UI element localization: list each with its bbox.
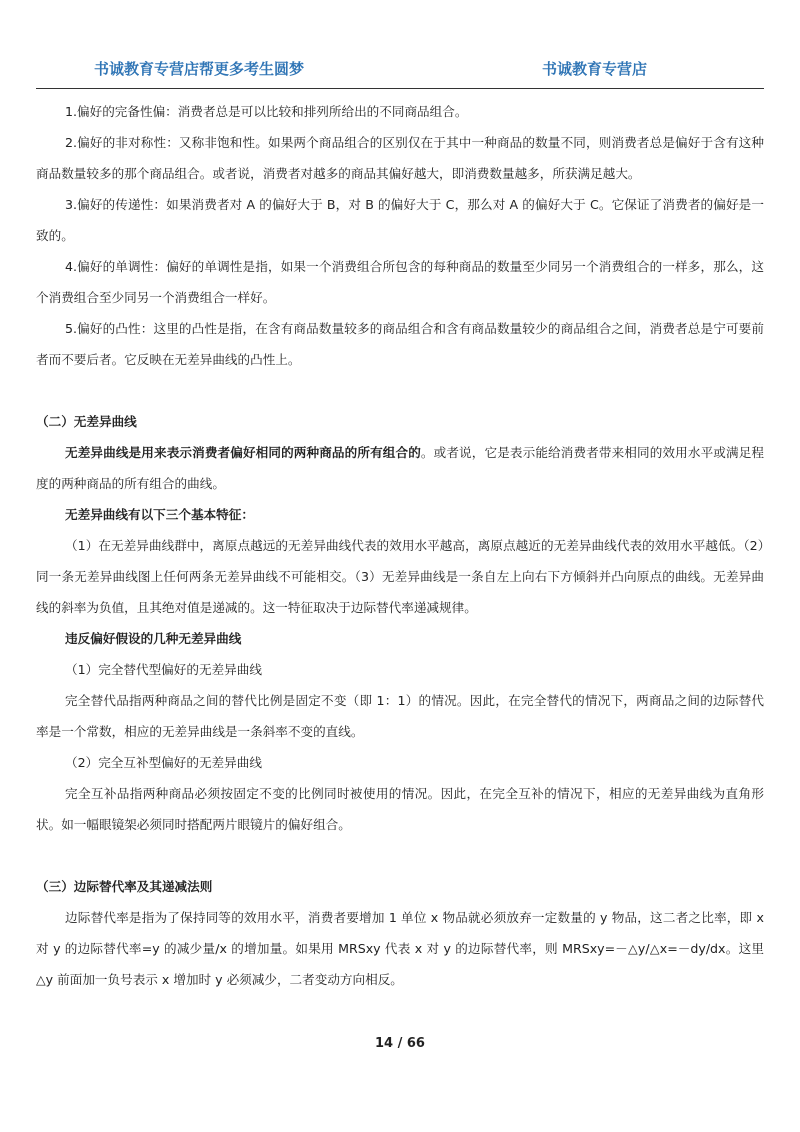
- paragraph-perfect-complements: 完全互补品指两种商品必须按固定不变的比例同时被使用的情况。因此，在完全互补的情况下，相应的无差异曲线为直角形状。如一幅眼镜架必须同时搭配两片眼镜片的偏好组合。: [36, 786, 764, 832]
- paragraph-indifference-definition: [36, 437, 764, 499]
- subheading-perfect-substitutes: （1）完全替代型偏好的无差异曲线: [65, 662, 262, 677]
- paragraph-nonsatiation: 2.偏好的非对称性：又称非饱和性。如果两个商品组合的区别仅在于其中一种商品的数量不同，则消费者总是偏好于含有这种商品数量较多的那个商品组合。或者说，消费者对越多的商品其偏好越大，即消费数量越多，所获满足越大。: [36, 135, 764, 181]
- page-body: [36, 96, 764, 995]
- header-left-title: 书诚教育专营店帮更多考生圆梦: [94, 60, 305, 78]
- three-features-text: 无差异曲线有以下三个基本特征：: [65, 507, 254, 522]
- definition-rest-text: 。或者说，它是表示能给消费者带来相同的效用水平或满足程度的两种商品的所有组合的曲线。: [36, 445, 765, 491]
- subheading-violating-preferences: [36, 623, 764, 654]
- paragraph-mrs-definition: 边际替代率是指为了保持同等的效用水平，消费者要增加 1 单位 x 物品就必须放弃一定数量的 y 物品，这二者之比率，即 x 对 y 的边际替代率=y 的减少量/x 的增加量。如果用 MRSxy 代表 x 对 y 的边际替代率，则 MRSxy=－△y/△x=－dy/dx。这里△y 前面加一负号表示 x 增加时 y 必须减少，二者变动方向相反。: [36, 910, 764, 987]
- definition-bold-text: 无差异曲线是用来表示消费者偏好相同的两种商品的所有组合的: [65, 445, 421, 460]
- page-number: 14 / 66: [375, 1036, 425, 1051]
- section-heading-indifference-curve: （二）无差异曲线: [36, 414, 137, 429]
- paragraph-transitivity: 3.偏好的传递性：如果消费者对 A 的偏好大于 B，对 B 的偏好大于 C，那么对 A 的偏好大于 C。它保证了消费者的偏好是一致的。: [36, 197, 764, 243]
- paragraph-convexity: 5.偏好的凸性：这里的凸性是指，在含有商品数量较多的商品组合和含有商品数量较少的商品组合之间，消费者总是宁可要前者而不要后者。它反映在无差异曲线的凸性上。: [36, 321, 764, 367]
- subheading-three-features: [36, 499, 764, 530]
- paragraph-monotonicity: 4.偏好的单调性：偏好的单调性是指，如果一个消费组合所包含的每种商品的数量至少同另一个消费组合的一样多，那么，这个消费组合至少同另一个消费组合一样好。: [36, 259, 764, 305]
- section-heading-mrs: （三）边际替代率及其递减法则: [36, 879, 213, 894]
- paragraph-completeness: 1.偏好的完备性偏：消费者总是可以比较和排列所给出的不同商品组合。: [65, 104, 468, 119]
- page-header: [36, 50, 764, 90]
- paragraph-perfect-substitutes: 完全替代品指两种商品之间的替代比例是固定不变（即 1：1）的情况。因此，在完全替代的情况下，两商品之间的边际替代率是一个常数，相应的无差异曲线是一条斜率不变的直线。: [36, 693, 764, 739]
- subheading-perfect-complements: （2）完全互补型偏好的无差异曲线: [65, 755, 262, 770]
- header-divider: [36, 88, 764, 89]
- paragraph-three-features: （1）在无差异曲线群中，离原点越远的无差异曲线代表的效用水平越高，离原点越近的无差异曲线代表的效用水平越低。（2）同一条无差异曲线图上任何两条无差异曲线不可能相交。（3）无差异曲线是一条自左上向右下方倾斜并凸向原点的曲线。无差异曲线的斜率为负值，且其绝对值是递减的。这一特征取决于边际替代率递减规律。: [36, 538, 764, 615]
- violating-preferences-text: 违反偏好假设的几种无差异曲线: [65, 631, 242, 646]
- header-right-title: 书诚教育专营店: [542, 60, 648, 78]
